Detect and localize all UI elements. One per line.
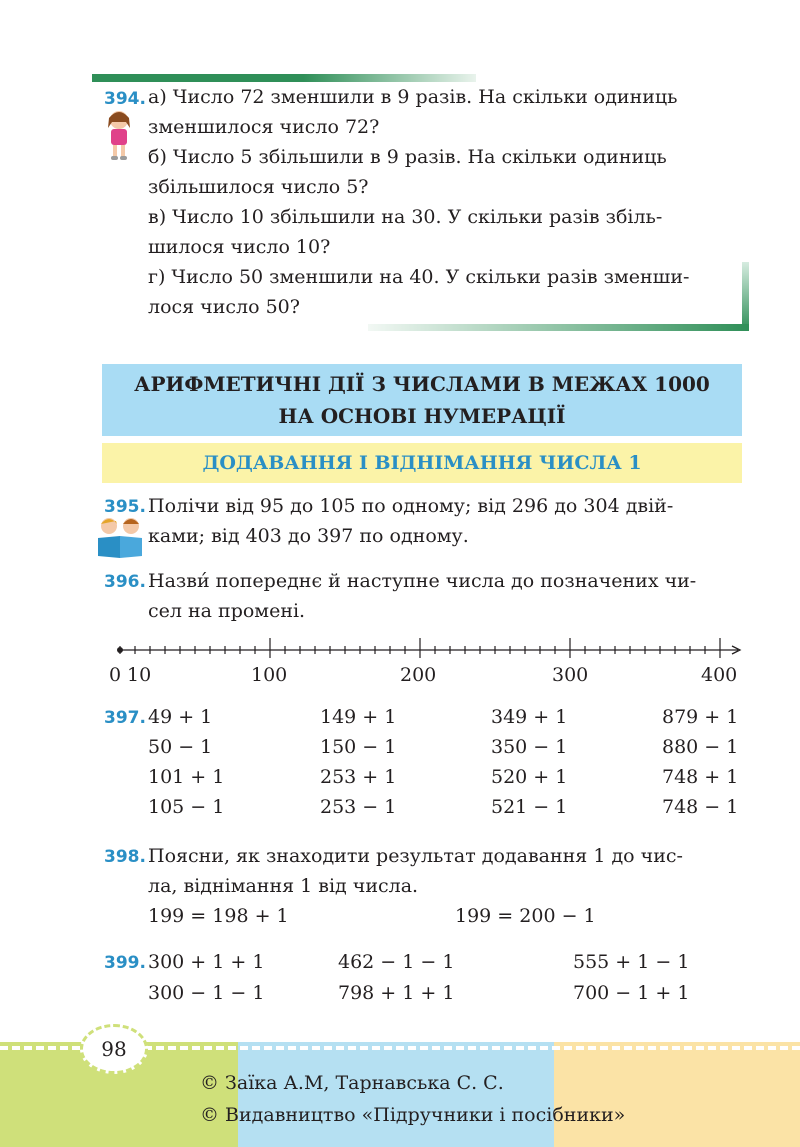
task-395-text (148, 491, 673, 551)
expression: 253 + 1 (320, 766, 397, 788)
task-frame-right-bar (742, 262, 749, 330)
expression: 880 − 1 (662, 736, 739, 758)
footer-orange-block (554, 1042, 800, 1147)
task-394-line: г) Число 50 зменшили на 40. У скільки разів зменши- (148, 266, 690, 288)
expression: 101 + 1 (148, 766, 225, 788)
task-397-col3 (491, 702, 567, 822)
expression: 462 − 1 − 1 (338, 951, 455, 973)
task-395-line: Полічи від 95 до 105 по одному; від 296 до 304 двій- (148, 495, 674, 517)
expression: 520 + 1 (491, 766, 568, 788)
task-398-equation-2: 199 = 200 − 1 (455, 905, 596, 927)
expression: 798 + 1 + 1 (338, 982, 455, 1004)
task-394-line: а) Число 72 зменшили в 9 разів. На скільки одиниць (148, 86, 678, 108)
expression: 350 − 1 (491, 736, 568, 758)
expression: 700 − 1 + 1 (573, 982, 690, 1004)
task-397-col1 (148, 702, 224, 822)
copyright-authors: © Заїка А.М, Тарнавська С. С. (200, 1072, 504, 1094)
task-397-number: 397. (104, 708, 146, 728)
expression: 300 + 1 + 1 (148, 951, 265, 973)
section-title-line1: АРИФМЕТИЧНІ ДІЇ З ЧИСЛАМИ В МЕЖАХ 1000 (134, 372, 710, 396)
expression: 521 − 1 (491, 796, 568, 818)
task-394-line: в) Число 10 збільшили на 30. У скільки разів збіль- (148, 206, 663, 228)
expression: 748 − 1 (662, 796, 739, 818)
copyright-publisher: © Видавництво «Підручники і посібники» (200, 1104, 626, 1126)
task-394-line: б) Число 5 збільшили в 9 разів. На скільки одиниць (148, 146, 667, 168)
expression: 253 − 1 (320, 796, 397, 818)
section-title (102, 364, 742, 436)
section-title-line2: НА ОСНОВІ НУМЕРАЦІЇ (278, 404, 566, 428)
task-frame-bottom-bar (368, 324, 749, 331)
task-395-line: ками; від 403 до 397 по одному. (148, 525, 469, 547)
expression: 49 + 1 (148, 706, 213, 728)
expression: 748 + 1 (662, 766, 739, 788)
task-398-equation-1: 199 = 198 + 1 (148, 905, 289, 927)
number-line-label-10: 10 (127, 664, 152, 686)
task-398-number: 398. (104, 847, 146, 867)
task-396-text (148, 566, 696, 626)
task-398-text (148, 841, 683, 901)
task-397-col2 (320, 702, 396, 822)
number-line-label-0: 0 (109, 664, 122, 686)
girl-character-icon (104, 108, 134, 164)
task-398-line: Поясни, як знаходити результат додавання 1 до чис- (148, 845, 683, 867)
expression: 349 + 1 (491, 706, 568, 728)
page-number: 98 (80, 1024, 148, 1074)
task-396-line: сел на промені. (148, 600, 306, 622)
task-394-number: 394. (104, 89, 146, 109)
expression: 149 + 1 (320, 706, 397, 728)
task-394-line: зменшилося число 72? (148, 116, 380, 138)
task-395-number: 395. (104, 497, 146, 517)
expression: 150 − 1 (320, 736, 397, 758)
task-frame-top-bar (92, 74, 476, 82)
task-399-number: 399. (104, 953, 146, 973)
task-396-number: 396. (104, 572, 146, 592)
task-394-text (148, 82, 689, 322)
children-reading-icon (96, 516, 146, 560)
expression: 105 − 1 (148, 796, 225, 818)
expression: 555 + 1 − 1 (573, 951, 690, 973)
expression: 50 − 1 (148, 736, 213, 758)
number-line-label-400: 400 (701, 664, 738, 686)
expression: 879 + 1 (662, 706, 739, 728)
expression: 300 − 1 − 1 (148, 982, 265, 1004)
task-394-line: шилося число 10? (148, 236, 331, 258)
task-394-line: лося число 50? (148, 296, 300, 318)
number-line-label-300: 300 (552, 664, 589, 686)
number-line-label-100: 100 (251, 664, 288, 686)
task-397-col4 (662, 702, 738, 822)
section-subtitle: ДОДАВАННЯ І ВІДНІМАННЯ ЧИСЛА 1 (102, 443, 742, 483)
task-398-line: ла, віднімання 1 від числа. (148, 875, 419, 897)
number-line-label-200: 200 (400, 664, 437, 686)
task-396-line: Назви́ попереднє й наступне числа до позначених чи- (148, 570, 697, 592)
task-394-line: збільшилося число 5? (148, 176, 369, 198)
